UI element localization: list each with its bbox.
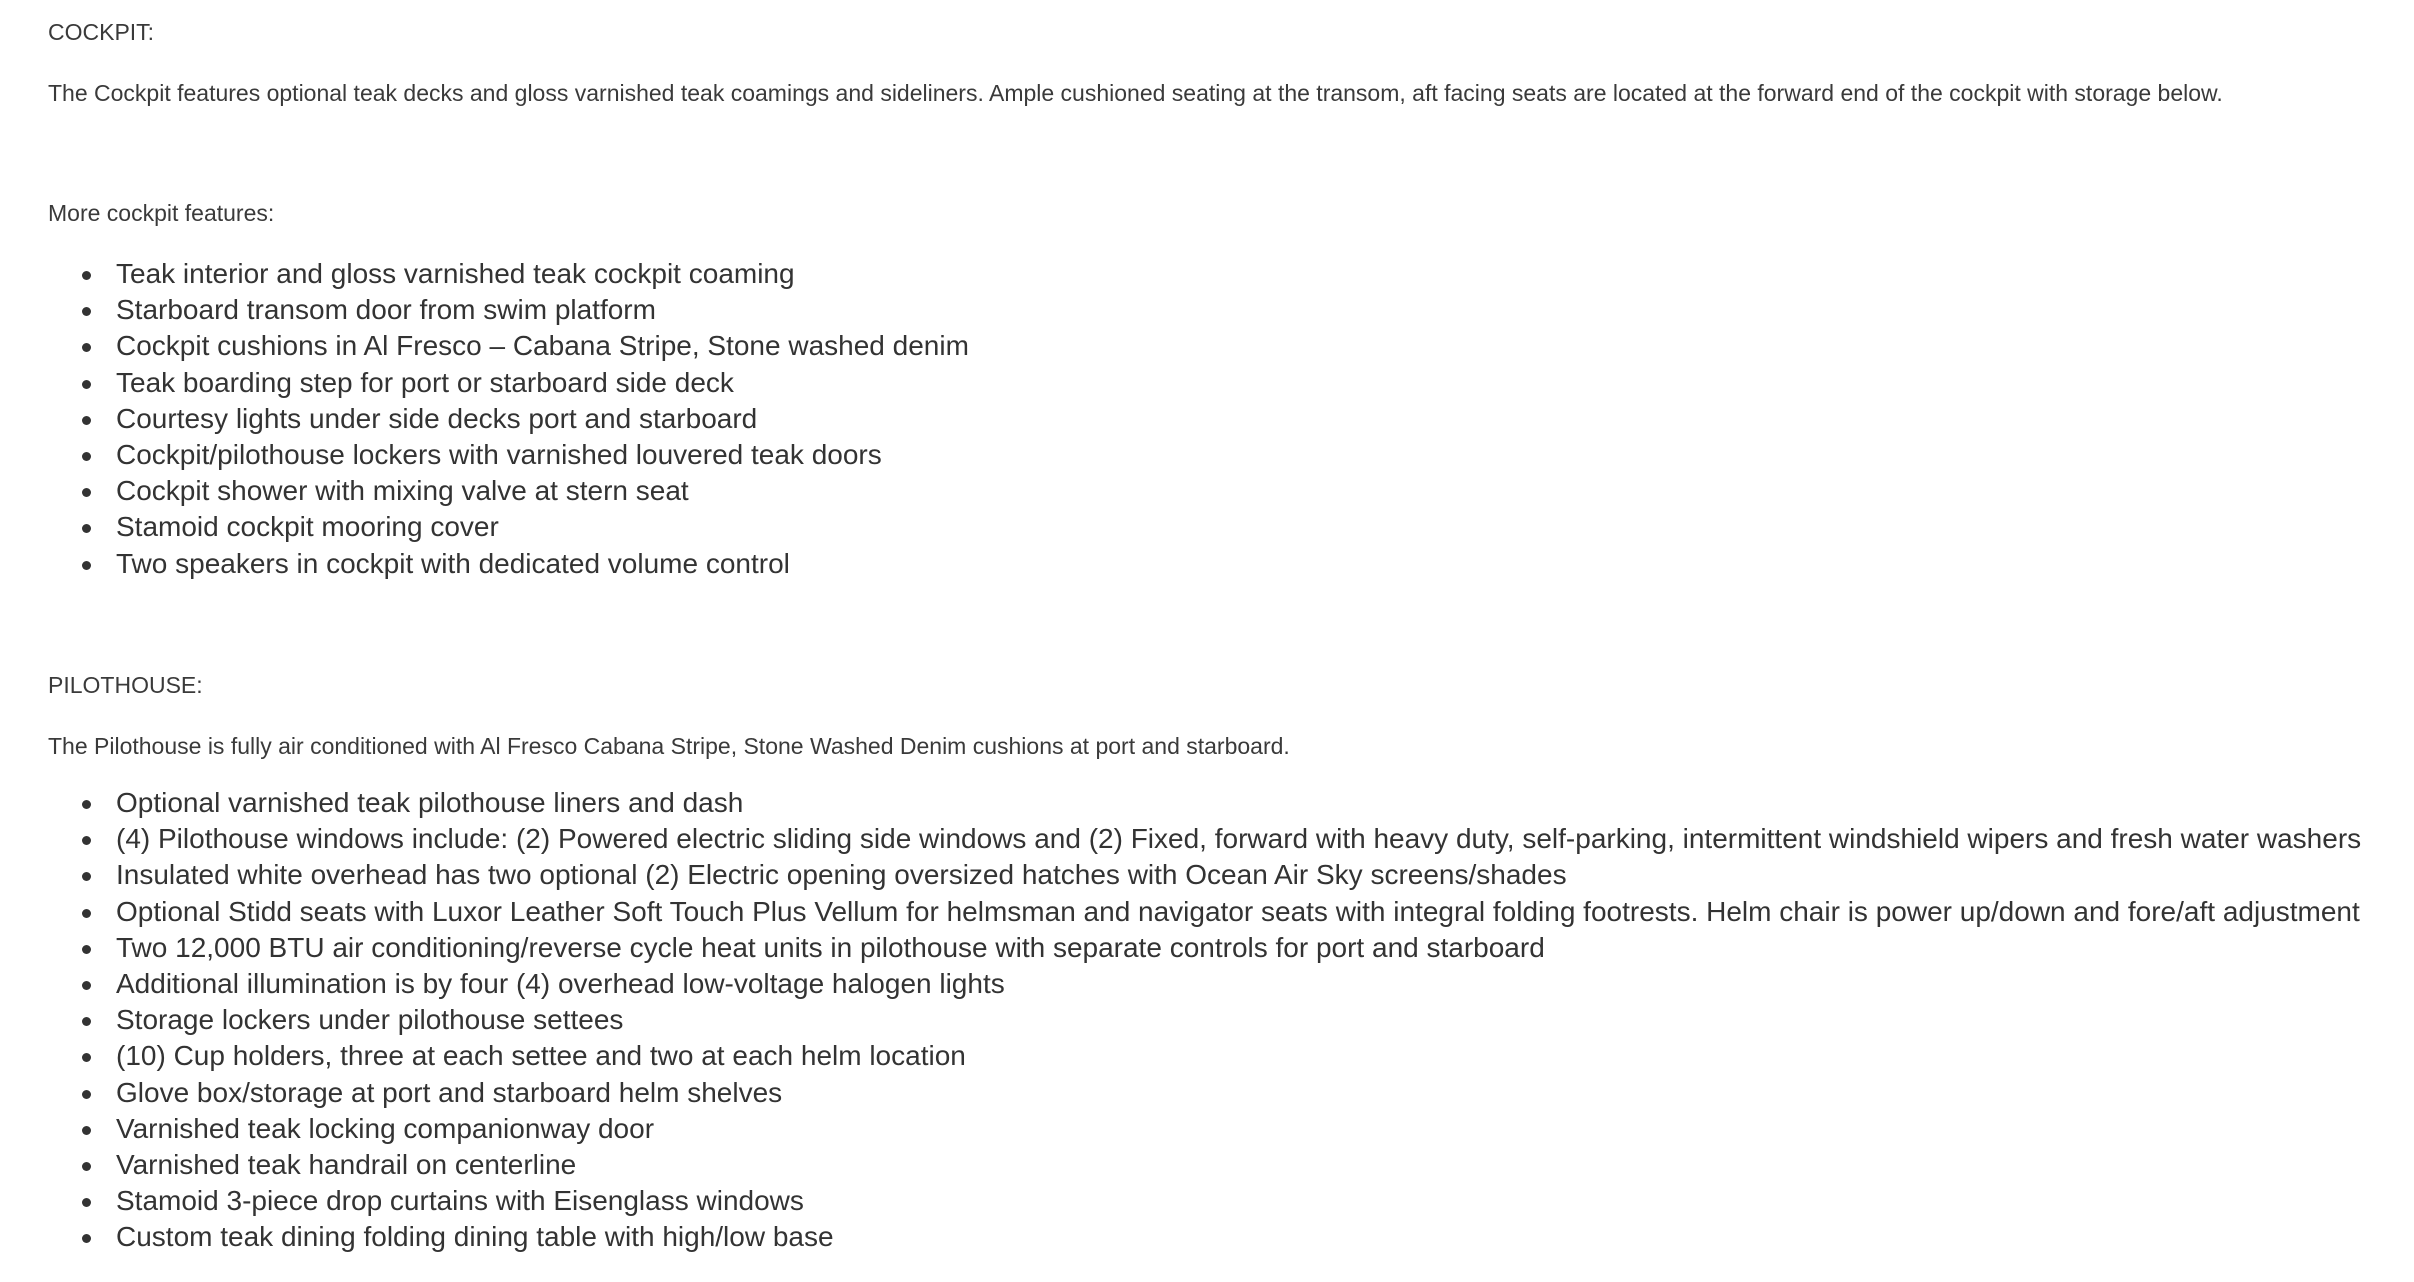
list-item: Optional Stidd seats with Luxor Leather Soft Touch Plus Vellum for helmsman and navigator seats with integral folding footrests. Helm chair is power up/down and fore/aft adjustment: [116, 894, 2361, 930]
list-item: Additional illumination is by four (4) overhead low-voltage halogen lights: [116, 966, 2361, 1002]
list-item: Stamoid 3-piece drop curtains with Eisenglass windows: [116, 1183, 2361, 1219]
list-item: Storage lockers under pilothouse settees: [116, 1002, 2361, 1038]
list-item: Courtesy lights under side decks port and starboard: [116, 401, 969, 437]
list-item: Varnished teak handrail on centerline: [116, 1147, 2361, 1183]
list-item: Cockpit shower with mixing valve at stern seat: [116, 473, 969, 509]
list-item: Glove box/storage at port and starboard helm shelves: [116, 1075, 2361, 1111]
list-item: Varnished teak locking companionway door: [116, 1111, 2361, 1147]
list-item: Cockpit/pilothouse lockers with varnished louvered teak doors: [116, 437, 969, 473]
pilothouse-heading: PILOTHOUSE:: [48, 672, 203, 698]
list-item: Two speakers in cockpit with dedicated volume control: [116, 546, 969, 582]
pilothouse-description: The Pilothouse is fully air conditioned with Al Fresco Cabana Stripe, Stone Washed Denim cushions at port and starboard.: [48, 733, 1290, 759]
more-cockpit-features-label: More cockpit features:: [48, 200, 275, 226]
cockpit-heading: COCKPIT:: [48, 19, 155, 45]
list-item: Optional varnished teak pilothouse liners and dash: [116, 785, 2361, 821]
list-item: (10) Cup holders, three at each settee and two at each helm location: [116, 1038, 2361, 1074]
list-item: Insulated white overhead has two optional (2) Electric opening oversized hatches with Ocean Air Sky screens/shades: [116, 857, 2361, 893]
cockpit-features-list: [48, 256, 969, 582]
list-item: Custom teak dining folding dining table with high/low base: [116, 1219, 2361, 1255]
list-item: Cockpit cushions in Al Fresco – Cabana Stripe, Stone washed denim: [116, 328, 969, 364]
list-item: Starboard transom door from swim platform: [116, 292, 969, 328]
list-item: Teak boarding step for port or starboard side deck: [116, 365, 969, 401]
cockpit-description: The Cockpit features optional teak decks and gloss varnished teak coamings and sideliners. Ample cushioned seating at the transom, aft facing seats are located at the forward end of the cockpit with storage below.: [48, 80, 2223, 106]
list-item: Two 12,000 BTU air conditioning/reverse cycle heat units in pilothouse with separate controls for port and starboard: [116, 930, 2361, 966]
list-item: (4) Pilothouse windows include: (2) Powered electric sliding side windows and (2) Fixed, forward with heavy duty, self-parking, intermittent windshield wipers and fresh water washers: [116, 821, 2361, 857]
list-item: Stamoid cockpit mooring cover: [116, 509, 969, 545]
pilothouse-features-list: [48, 785, 2361, 1256]
list-item: Teak interior and gloss varnished teak cockpit coaming: [116, 256, 969, 292]
